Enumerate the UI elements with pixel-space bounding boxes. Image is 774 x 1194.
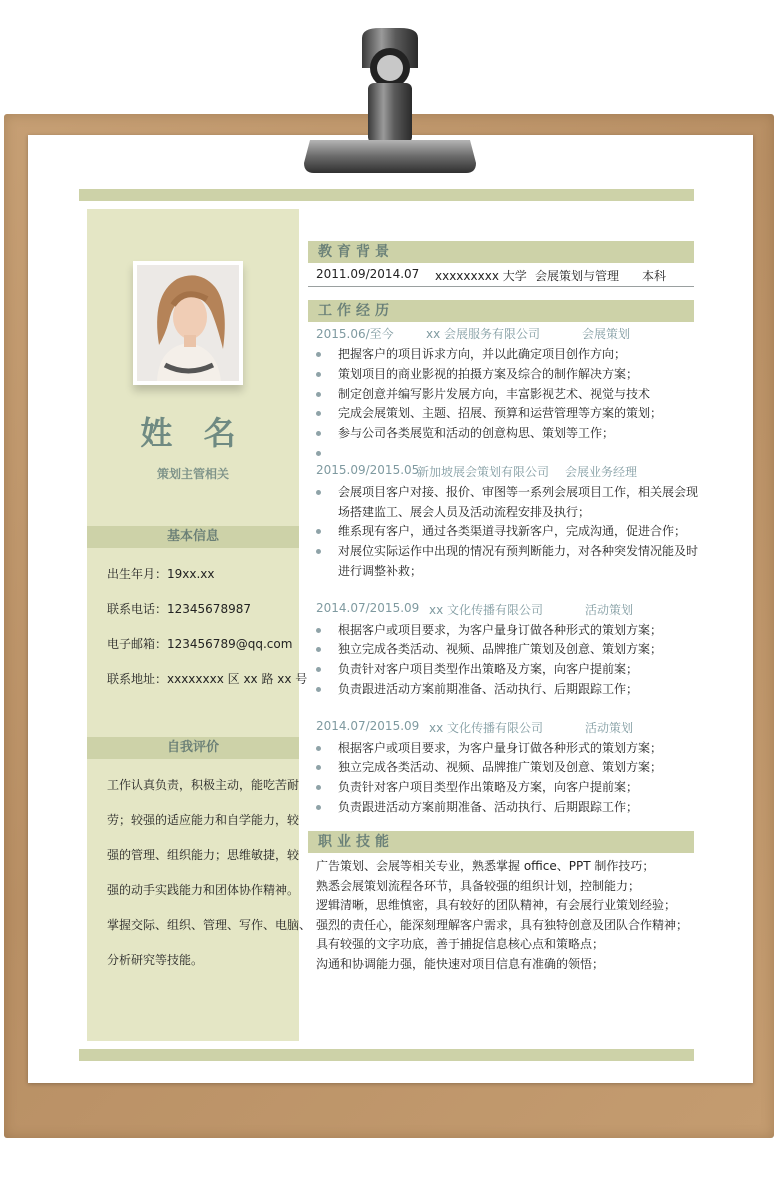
basic-info-heading: 基本信息 <box>87 526 299 548</box>
self-eval-heading: 自我评价 <box>87 737 299 759</box>
education-row <box>308 266 694 287</box>
education-major: 会展策划与管理 <box>535 269 620 283</box>
info-phone: 联系电话：12345678987 <box>107 602 251 616</box>
list-item-continuation: 场搭建监工、展会人员及活动流程安排及执行； <box>338 505 591 519</box>
job-title: 会展业务经理 <box>565 465 638 479</box>
bullet-dot-icon <box>316 746 321 751</box>
skill-line: 沟通和协调能力强，能快速对项目信息有准确的领悟； <box>316 957 605 971</box>
info-address: 联系地址：xxxxxxxx 区 xx 路 xx 号 <box>107 672 308 686</box>
self-eval-line: 强的管理、组织能力；思维敏捷，较 <box>107 848 300 862</box>
bullet-dot-icon <box>316 372 321 377</box>
skill-line: 广告策划、会展等相关专业，熟悉掌握 office、PPT 制作技巧； <box>316 859 655 873</box>
education-school: xxxxxxxxx 大学 <box>435 269 527 283</box>
candidate-name: 姓 名 <box>140 414 246 452</box>
self-eval-line: 掌握交际、组织、管理、写作、电脑、 <box>107 918 312 932</box>
job-company: xx 文化传播有限公司 <box>429 721 544 735</box>
job-period: 2014.07/2015.09 <box>316 601 420 615</box>
education-heading: 教育背景 <box>308 241 694 263</box>
skills-heading: 职业技能 <box>308 831 694 853</box>
avatar <box>133 261 243 385</box>
self-eval-line: 强的动手实践能力和团体协作精神。 <box>107 883 300 897</box>
job-period: 2015.09/2015.05 <box>316 463 420 477</box>
self-eval-line: 劳；较强的适应能力和自学能力，较 <box>107 813 300 827</box>
skill-line: 逻辑清晰，思维慎密，具有较好的团队精神，有会展行业策划经验； <box>316 898 677 912</box>
bullet-dot-icon <box>316 431 321 436</box>
binder-clip-icon <box>300 28 480 178</box>
bullet-dot-icon <box>316 451 321 456</box>
bullet-dot-icon <box>316 352 321 357</box>
top-accent-band <box>79 189 694 201</box>
portrait-photo <box>137 265 239 381</box>
bullet-dot-icon <box>316 549 321 554</box>
info-birth: 出生年月：19xx.xx <box>107 567 215 581</box>
list-item-continuation: 进行调整补救； <box>338 564 423 578</box>
job-company: xx 会展服务有限公司 <box>426 327 541 341</box>
skill-line: 具有较强的文字功底，善于捕捉信息核心点和策略点； <box>316 937 605 951</box>
job-title: 活动策划 <box>585 603 634 617</box>
education-degree: 本科 <box>642 269 667 283</box>
bullet-dot-icon <box>316 490 321 495</box>
bullet-dot-icon <box>316 687 321 692</box>
bullet-dot-icon <box>316 628 321 633</box>
candidate-subtitle: 策划主管相关 <box>156 467 229 481</box>
work-heading: 工作经历 <box>308 300 694 322</box>
education-period: 2011.09/2014.07 <box>316 267 420 281</box>
bottom-accent-band <box>79 1049 694 1061</box>
skill-line: 强烈的责任心，能深刻理解客户需求，具有独特创意及团队合作精神； <box>316 918 689 932</box>
skill-line: 熟悉会展策划流程各环节，具备较强的组织计划，控制能力； <box>316 879 641 893</box>
bullet-dot-icon <box>316 805 321 810</box>
job-company: xx 文化传播有限公司 <box>429 603 544 617</box>
bullet-dot-icon <box>316 647 321 652</box>
bullet-dot-icon <box>316 411 321 416</box>
bullet-dot-icon <box>316 529 321 534</box>
job-title: 会展策划 <box>582 327 631 341</box>
info-email: 电子邮箱：123456789@qq.com <box>107 637 293 651</box>
bullet-dot-icon <box>316 785 321 790</box>
bullet-dot-icon <box>316 392 321 397</box>
job-company: 新加坡展会策划有限公司 <box>417 465 550 479</box>
job-title: 活动策划 <box>585 721 634 735</box>
self-eval-line: 工作认真负责，积极主动，能吃苦耐 <box>107 778 300 792</box>
bullet-dot-icon <box>316 765 321 770</box>
bullet-dot-icon <box>316 667 321 672</box>
job-period: 2015.06/至今 <box>316 327 394 341</box>
job-period: 2014.07/2015.09 <box>316 719 420 733</box>
self-eval-line: 分析研究等技能。 <box>107 953 204 967</box>
